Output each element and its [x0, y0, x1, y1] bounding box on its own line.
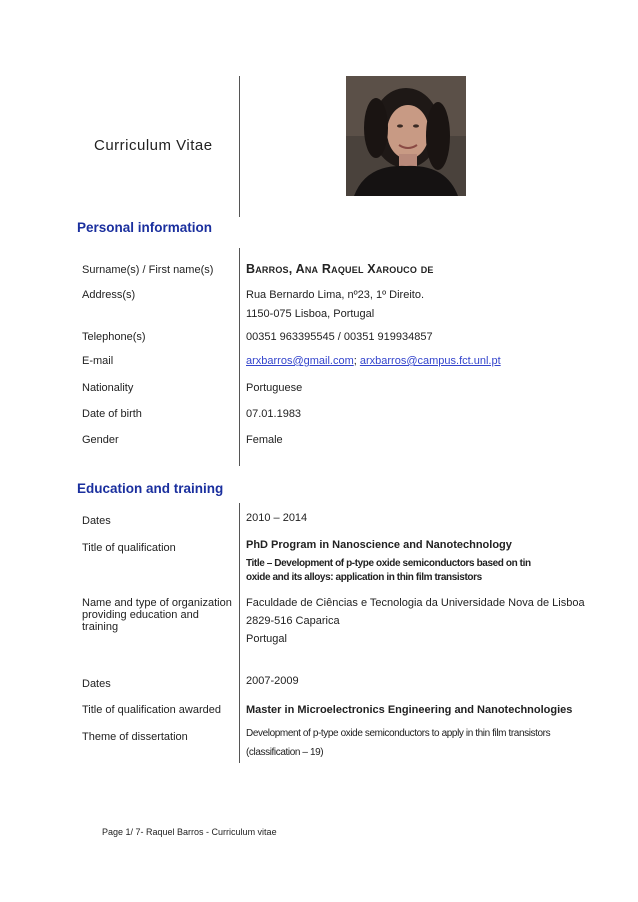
gender-value: Female — [246, 434, 283, 446]
edu1-qual-label: Title of qualification — [82, 542, 176, 554]
edu1-dates-value: 2010 – 2014 — [246, 512, 308, 524]
page-title: Curriculum Vitae — [94, 137, 213, 154]
telephone-value: 00351 963395545 / 00351 919934857 — [246, 331, 433, 343]
gender-label: Gender — [82, 434, 119, 446]
edu2-dates-value: 2007-2009 — [246, 675, 299, 687]
divider-header — [239, 76, 240, 217]
edu2-theme-label: Theme of dissertation — [82, 731, 188, 743]
nationality-value: Portuguese — [246, 382, 303, 394]
edu1-dates-label: Dates — [82, 515, 111, 527]
edu1-org-label-line-3: training — [82, 621, 119, 633]
edu1-thesis-line-2: oxide and its alloys: application in thin film transistors — [246, 572, 482, 583]
divider-personal — [239, 248, 240, 466]
telephone-label: Telephone(s) — [82, 331, 146, 343]
edu1-org-line-2: 2829-516 Caparica — [246, 615, 340, 627]
edu2-dates-label: Dates — [82, 678, 111, 690]
edu1-org-label-line-2: providing education and — [82, 609, 199, 621]
edu2-qual-value: Master in Microelectronics Engineering and Nanotechnologies — [246, 704, 573, 716]
section-heading-education: Education and training — [77, 481, 224, 496]
address-line-2: 1150-075 Lisboa, Portugal — [246, 308, 375, 320]
dob-value: 07.01.1983 — [246, 408, 302, 420]
email-label: E-mail — [82, 355, 114, 367]
email-separator: ; — [353, 355, 357, 367]
edu1-org-line-3: Portugal — [246, 633, 287, 645]
page-footer: Page 1/ 7- Raquel Barros - Curriculum vitae — [102, 827, 277, 837]
address-label: Address(s) — [82, 289, 136, 301]
email-link-1[interactable]: arxbarros@gmail.com — [246, 355, 354, 367]
profile-photo — [346, 76, 466, 196]
edu1-qual-value: PhD Program in Nanoscience and Nanotechnology — [246, 539, 512, 551]
edu1-org-label-line-1: Name and type of organization — [82, 597, 232, 609]
surname-label: Surname(s) / First name(s) — [82, 264, 214, 276]
edu2-qual-label: Title of qualification awarded — [82, 704, 222, 716]
divider-education — [239, 503, 240, 763]
email-link-2[interactable]: arxbarros@campus.fct.unl.pt — [359, 355, 501, 367]
email-value — [246, 354, 501, 368]
nationality-label: Nationality — [82, 382, 134, 394]
edu2-theme-line-1: Development of p-type oxide semiconductors to apply in thin film transistors — [246, 728, 551, 739]
surname-value: Barros, Ana Raquel Xarouco de — [246, 262, 434, 276]
section-heading-personal: Personal information — [77, 220, 213, 235]
edu1-thesis-line-1: Title – Development of p-type oxide semiconductors based on tin — [246, 558, 531, 569]
dob-label: Date of birth — [82, 408, 142, 420]
edu1-org-line-1: Faculdade de Ciências e Tecnologia da Universidade Nova de Lisboa — [246, 597, 585, 609]
portrait-image — [346, 76, 466, 196]
edu2-theme-line-2: (classification – 19) — [246, 747, 324, 758]
address-line-1: Rua Bernardo Lima, nº23, 1º Direito. — [246, 289, 425, 301]
